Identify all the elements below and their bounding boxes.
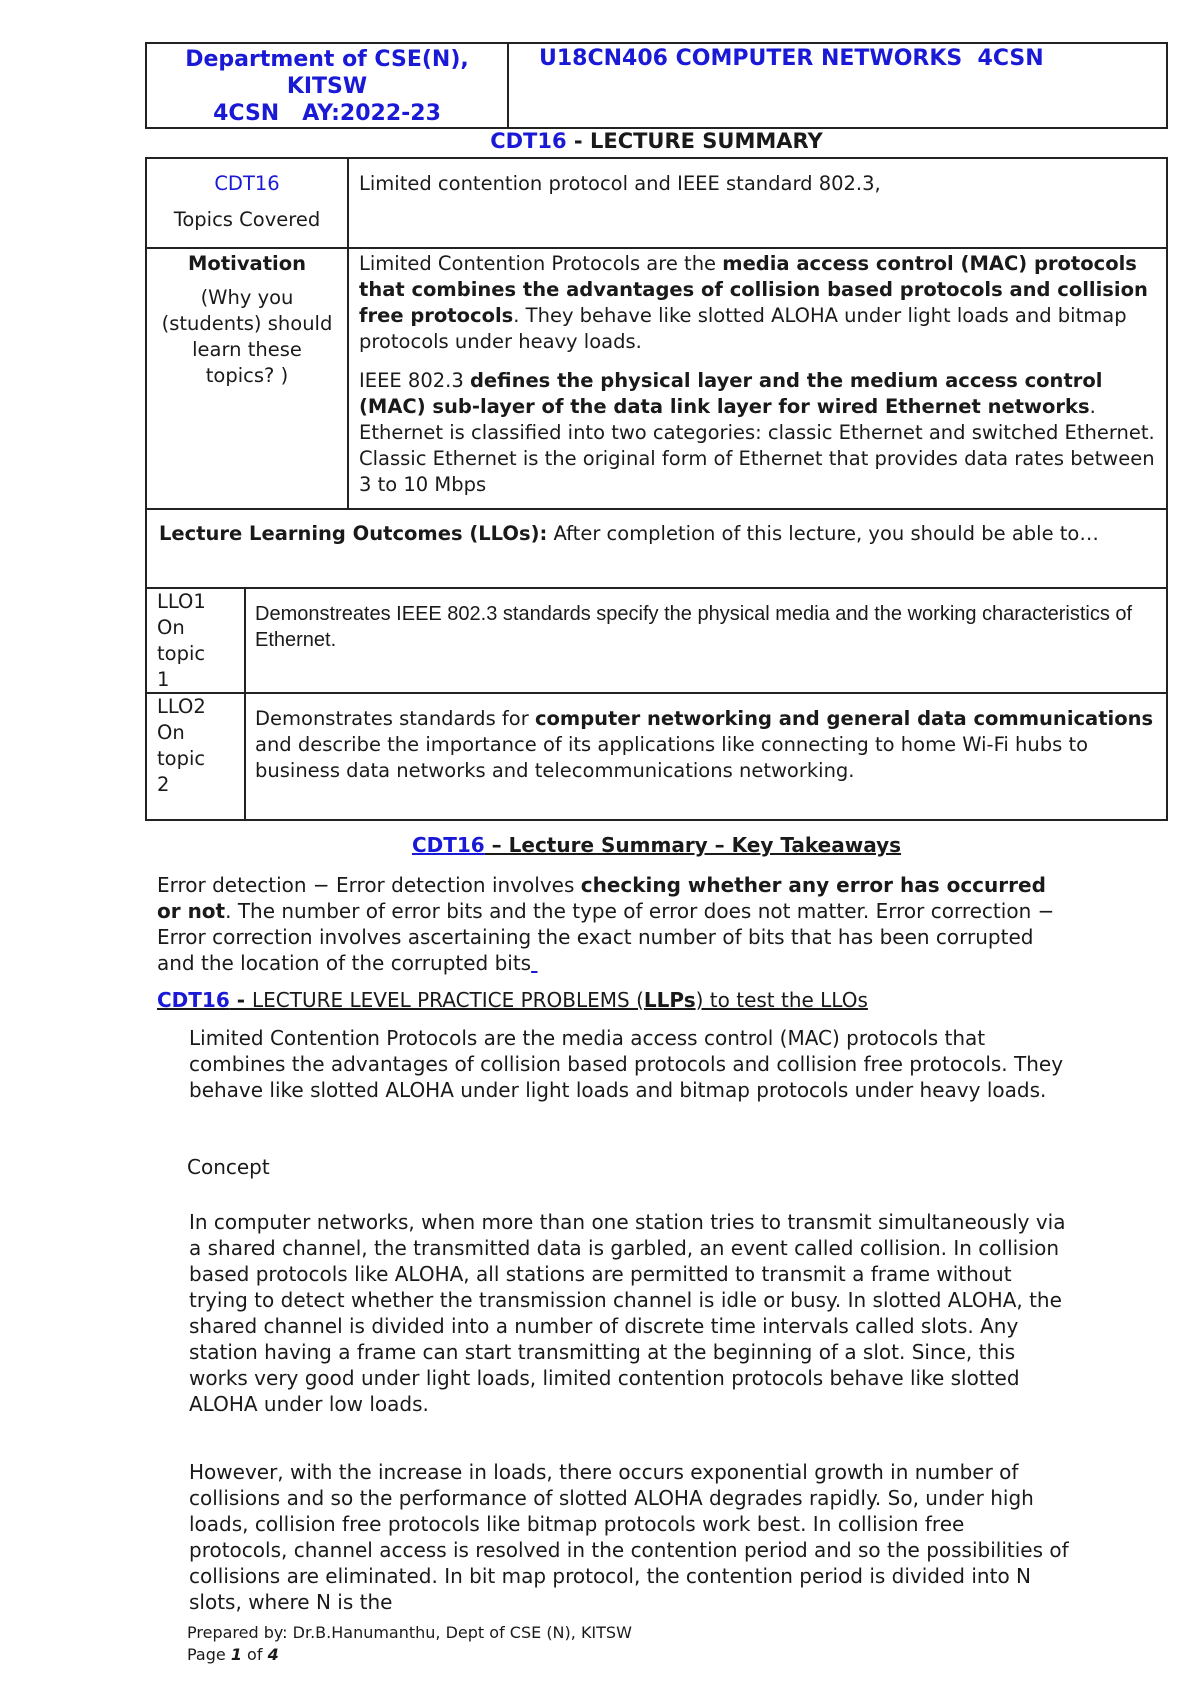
practice-title-bold: LLPs (643, 988, 696, 1012)
page-footer (187, 1622, 632, 1666)
motivation-p2-bold: defines the physical layer and the medium access control (MAC) sub-layer of the data link layer for wired Ethernet networks (359, 369, 1103, 418)
llo1-label-cell (157, 589, 242, 693)
row-divider (147, 587, 1166, 589)
takeaways-text-start: Error detection − Error detection involves (157, 873, 581, 897)
llo2-text-end: and describe the importance of its applications like connecting to home Wi-Fi hubs to business data networks and telecommunications networking. (255, 733, 1089, 782)
lecture-title-text: - LECTURE SUMMARY (566, 129, 823, 153)
motivation-paragraph-2 (359, 368, 1164, 498)
column-divider (244, 587, 246, 821)
row-divider (147, 247, 1166, 249)
llo2-topic: topic (157, 747, 206, 770)
lecture-code: CDT16 (490, 129, 567, 153)
takeaways-text-end: . The number of error bits and the type of error does not matter. Error correction − Error correction involves ascertaining the exact number of bits that has been corrupted and the location of the corrupted bits (157, 899, 1055, 975)
header-box (145, 42, 1168, 129)
motivation-paragraph-1 (359, 251, 1164, 355)
llo1-topic: topic (157, 642, 206, 665)
department-name: Department of CSE(N), (185, 47, 469, 72)
llo2-text (255, 706, 1155, 784)
takeaways-code: CDT16 (411, 833, 485, 857)
key-takeaways-title (145, 833, 1168, 857)
llo2-text-start: Demonstrates standards for (255, 707, 535, 730)
topics-label-cell (147, 171, 347, 233)
page-total: 4 (267, 1645, 279, 1664)
practice-code: CDT16 (157, 988, 230, 1012)
topics-label: Topics Covered (173, 208, 321, 231)
page-word: Page (187, 1645, 231, 1664)
motivation-p1-end: . They behave like slotted ALOHA under light loads and bitmap protocols under heavy loads. (359, 304, 1127, 353)
motivation-p2-end: . Ethernet is classified into two categories: classic Ethernet and switched Ethernet. Classic Ethernet is the original form of Ethernet that provides data rates between 3 to 10 Mbps (359, 395, 1155, 496)
prepared-by: Prepared by: Dr.B.Hanumanthu, Dept of CSE (N), KITSW (187, 1623, 632, 1642)
takeaways-title-text: – Lecture Summary – Key Takeaways (484, 833, 902, 857)
practice-paragraph-2: In computer networks, when more than one station tries to transmit simultaneously via a shared channel, the transmitted data is garbled, an event called collision. In collision based protocols like ALOHA, all stations are permitted to transmit a frame without trying to detect whether the transmission channel is idle or busy. In slotted ALOHA, the shared channel is divided into a number of discrete time intervals called slots. Any station having a frame can start transmitting at the beginning of a slot. Since, this works very good under light loads, limited contention protocols behave like slotted ALOHA under low loads. (189, 1210, 1066, 1416)
key-takeaways-text (157, 872, 1057, 976)
llo1-num: 1 (157, 668, 170, 691)
column-divider (347, 159, 349, 508)
motivation-p1-start: Limited Contention Protocols are the (359, 252, 723, 275)
llo1-text: Demonstreates IEEE 802.3 standards specify the physical media and the working characteristics of Ethernet. (255, 603, 1133, 651)
row-divider (147, 508, 1166, 510)
practice-dash: - (229, 988, 252, 1012)
takeaways-text-bold: checking whether any error has occurred or not (157, 873, 1046, 923)
topics-code: CDT16 (214, 172, 280, 195)
page-current: 1 (230, 1645, 242, 1664)
of-word: of (241, 1645, 268, 1664)
motivation-label: Motivation (188, 252, 306, 275)
lecture-summary-title (145, 129, 1168, 153)
llo2-on: On (157, 721, 185, 744)
summary-table (145, 157, 1168, 821)
concept-heading: Concept (187, 1155, 270, 1179)
motivation-subtext: (Why you (students) should learn these topics? ) (161, 286, 333, 387)
llo1-on: On (157, 616, 185, 639)
motivation-p2-start: IEEE 802.3 (359, 369, 470, 392)
llo-header-text: After completion of this lecture, you should be able to… (547, 522, 1099, 545)
practice-title-end: ) to test the LLOs (695, 988, 868, 1012)
motivation-p1-bold: media access control (MAC) protocols that combines the advantages of collision based protocols and collision free protocols (359, 252, 1148, 327)
practice-problems-title (157, 987, 1157, 1013)
practice-paragraph-1: Limited Contention Protocols are the media access control (MAC) protocols that combines the advantages of collision based protocols and collision free protocols. They behave like slotted ALOHA under light loads and bitmap protocols under heavy loads. (189, 1026, 1064, 1102)
llo2-num: 2 (157, 773, 170, 796)
topics-covered-text: Limited contention protocol and IEEE standard 802.3, (359, 172, 881, 195)
department-cell (147, 44, 509, 127)
course-title: U18CN406 COMPUTER NETWORKS 4CSN (539, 46, 1044, 71)
practice-paragraph-3: However, with the increase in loads, there occurs exponential growth in number of collisions and so the performance of slotted ALOHA degrades rapidly. So, under high loads, collision free protocols like bitmap protocols work best. In collision free protocols, channel access is resolved in the contention period and so the possibilities of collisions are eliminated. In bit map protocol, the contention period is divided into N slots, where N is the (189, 1460, 1069, 1614)
llo-header (159, 521, 1159, 547)
practice-title-start: LECTURE LEVEL PRACTICE PROBLEMS ( (252, 988, 644, 1012)
llo-header-label: Lecture Learning Outcomes (LLOs): (159, 522, 548, 545)
row-divider (147, 692, 1166, 694)
llo2-id: LLO2 (157, 695, 206, 718)
llo1-id: LLO1 (157, 590, 206, 613)
motivation-label-cell (147, 251, 347, 389)
page-number (187, 1644, 632, 1666)
motivation-text (359, 251, 1164, 498)
academic-year: 4CSN AY:2022-23 (213, 101, 441, 126)
llo2-text-bold: computer networking and general data communications (534, 707, 1154, 730)
llo2-label-cell (157, 694, 242, 798)
institute-name: KITSW (286, 74, 368, 99)
takeaways-link-mark (531, 951, 537, 975)
